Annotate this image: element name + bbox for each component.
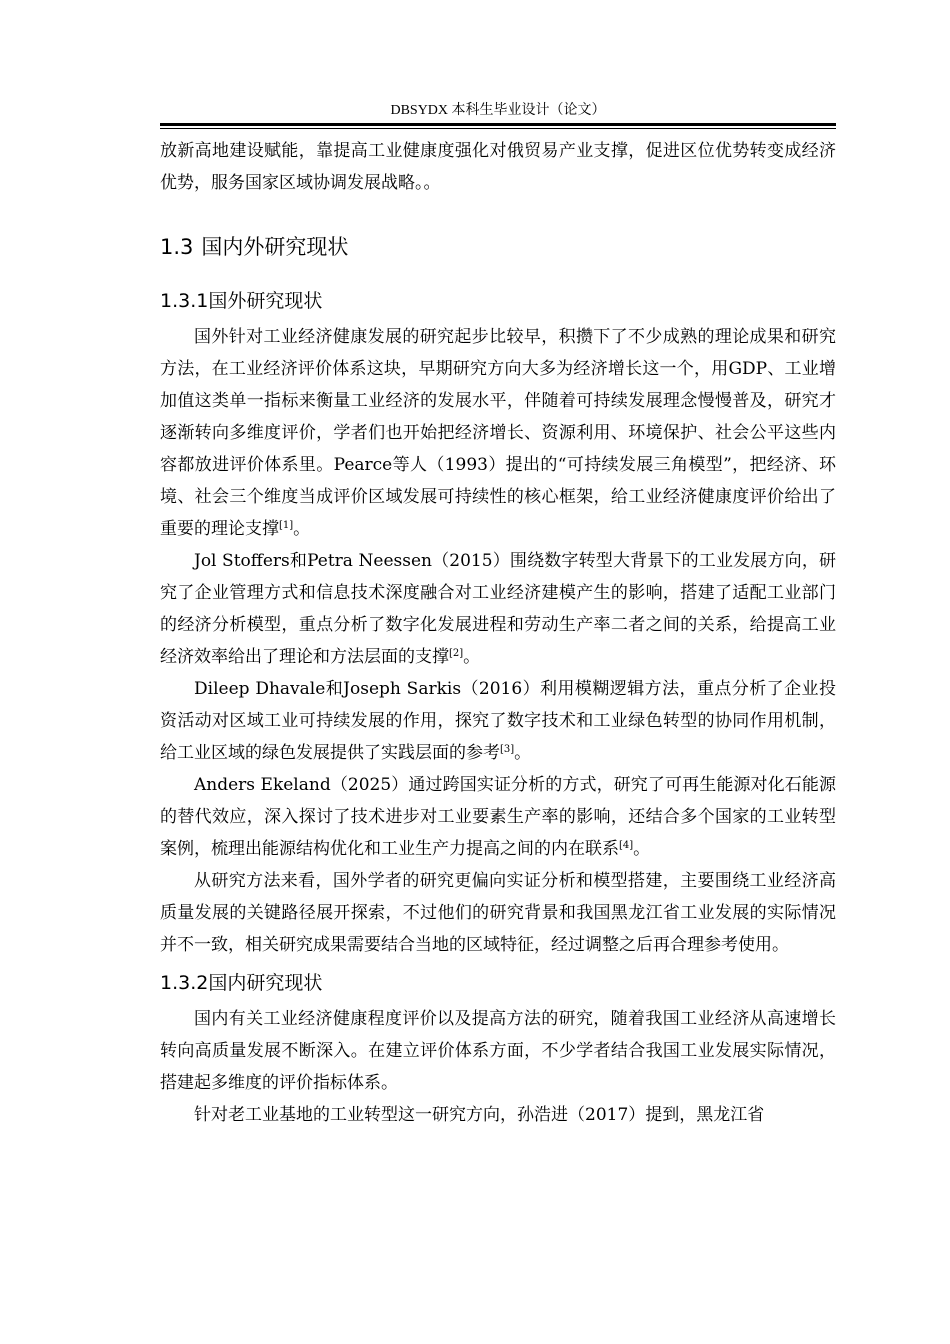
intro-paragraph: 放新高地建设赋能，靠提高工业健康度强化对俄贸易产业支撑，促进区位优势转变成经济优势，服务国家区域协调发展战略。。	[160, 141, 836, 193]
body-paragraph: 国外针对工业经济健康发展的研究起步比较早，积攒下了不少成熟的理论成果和研究方法，在工业经济评价体系这块，早期研究方向大多为经济增长这一个，用GDP、工业增加值这类单一指标来衡量工业经济的发展水平，伴随着可持续发展理念慢慢普及，研究才逐渐转向多维度评价，学者们也开始把经济增长、资源利用、环境保护、社会公平这些内容都放进评价体系里。Pearce等人（1993）提出的“可持续发展三角模型”，把经济、环境、社会三个维度当成评价区域发展可持续性的核心框架，给工业经济健康度评价给出了重要的理论支撑[1]。	[160, 327, 836, 539]
body-paragraph: Anders Ekeland（2025）通过跨国实证分析的方式，研究了可再生能源对化石能源的替代效应，深入探讨了技术进步对工业要素生产率的影响，还结合多个国家的工业转型案例，梳理出能源结构优化和工业生产力提高之间的内在联系[4]。	[160, 775, 836, 859]
section-number: 1.3	[160, 235, 194, 259]
citation-ref: [2]	[449, 648, 464, 659]
citation-ref: [4]	[619, 840, 634, 851]
subsection-number: 1.3.1	[160, 290, 209, 312]
section-heading-1-3	[160, 231, 836, 263]
section-title: 国内外研究现状	[201, 235, 349, 259]
running-header: DBSYDX 本科生毕业设计（论文）	[390, 103, 606, 118]
body-paragraph: Dileep Dhavale和Joseph Sarkis（2016）利用模糊逻辑方法，重点分析了企业投资活动对区域工业可持续发展的作用，探究了数字技术和工业绿色转型的协同作用机制，给工业区域的绿色发展提供了实践层面的参考[3]。	[160, 679, 836, 763]
subsection-title: 国外研究现状	[208, 290, 323, 312]
header-rule-thick	[160, 123, 836, 126]
subsection-heading-1-3-1	[160, 285, 836, 317]
subsection-number: 1.3.2	[160, 972, 209, 994]
body-paragraph: Jol Stoffers和Petra Neessen（2015）围绕数字转型大背景下的工业发展方向，研究了企业管理方式和信息技术深度融合对工业经济建模产生的影响，搭建了适配工业部门的经济分析模型，重点分析了数字化发展进程和劳动生产率二者之间的关系，给提高工业经济效率给出了理论和方法层面的支撑[2]。	[160, 551, 836, 667]
body-paragraph: 针对老工业基地的工业转型这一研究方向，孙浩进（2017）提到，黑龙江省	[194, 1105, 765, 1125]
body-paragraph: 从研究方法来看，国外学者的研究更偏向实证分析和模型搭建，主要围绕工业经济高质量发展的关键路径展开探索，不过他们的研究背景和我国黑龙江省工业发展的实际情况并不一致，相关研究成果需要结合当地的区域特征，经过调整之后再合理参考使用。	[160, 871, 836, 955]
header-rule-thin	[160, 128, 836, 129]
citation-ref: [3]	[500, 744, 515, 755]
citation-ref: [1]	[279, 520, 294, 531]
body-content	[160, 135, 836, 1131]
subsection-title: 国内研究现状	[208, 972, 323, 994]
body-paragraph: 国内有关工业经济健康程度评价以及提高方法的研究，随着我国工业经济从高速增长转向高质量发展不断深入。在建立评价体系方面，不少学者结合我国工业发展实际情况，搭建起多维度的评价指标体系。	[160, 1009, 836, 1093]
subsection-heading-1-3-2	[160, 967, 836, 999]
